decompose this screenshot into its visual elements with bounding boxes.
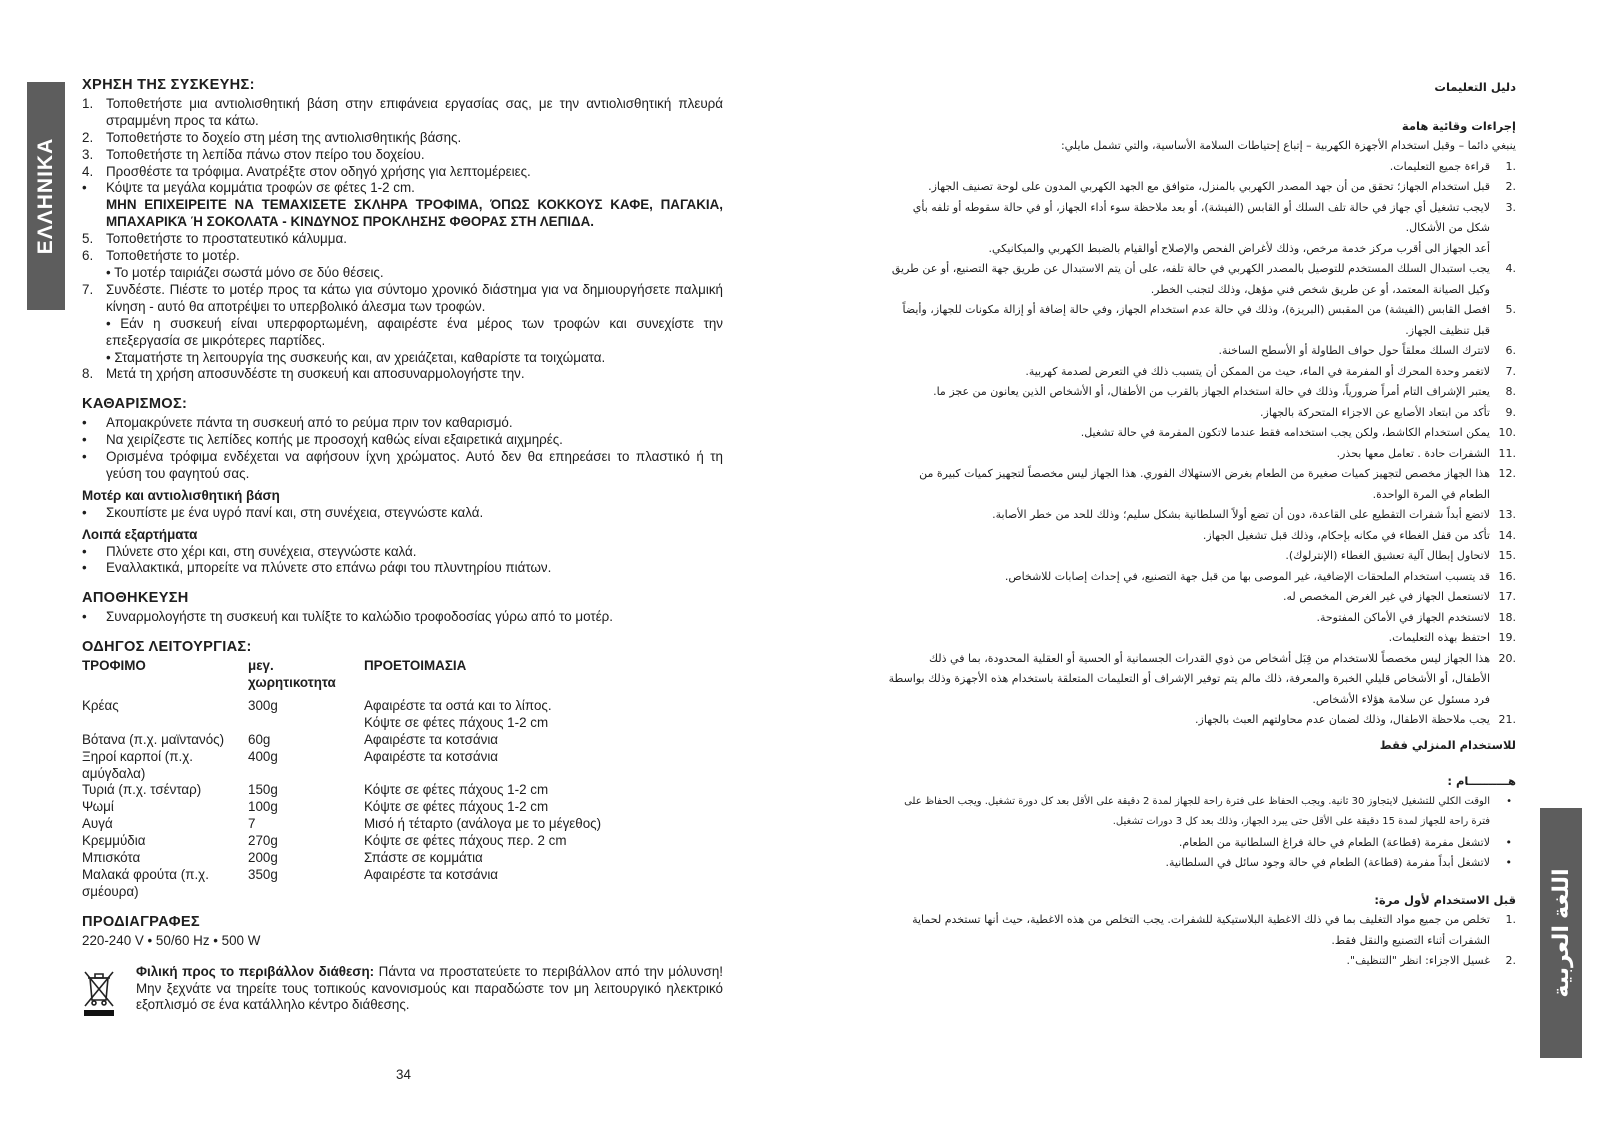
list-item: • Συναρμολογήστε τη συσκευή και τυλίξτε το καλώδιο τροφοδοσίας γύρω από το μοτέρ. — [82, 609, 613, 625]
storage-title: ΑΠΟΘΗΚΕΥΣΗ — [82, 590, 189, 607]
specs-text: 220-240 V • 50/60 Hz • 500 W — [82, 932, 261, 948]
list-item: .5 افصل القابس (الفيشة) من المقبس (البريزة)، وذلك في حالة عدم استخدام الجهاز، وفي حالة إضافة أو إزالة مكونات للجهاز، وأيضاً قبل تنظيف الجهاز. — [902, 303, 1516, 337]
first-use-title: قبل الاستخدام لأول مرة: — [1374, 892, 1516, 907]
safety-intro: ينبغي دائما – وقبل استخدام الأجهزة الكهربية – إتباع إحتياطات السلامة الأساسية، والتي تشمل مايلي: — [1060, 139, 1516, 152]
table-row: Κρεμμύδια 270g Κόψτε σε φέτες πάχους περ. 2 cm — [82, 833, 567, 849]
table-row: Βότανα (π.χ. μαϊντανός) 60g Αφαιρέστε τα κοτσάνια — [82, 731, 499, 747]
list-item: .14 تأكد من قفل الغطاء في مكانه بإحكام، وذلك قبل تشغيل الجهاز. — [1202, 528, 1516, 542]
list-item: .4 يجب استبدال السلك المستخدم للتوصيل بالمصدر الكهربي في حالة تلفه، على أن يتم الاستبدال عن طريق جهة التصنيع، أو عن طريق وكيل الصيانة المعتمد، أو عن طريق شخص فني مؤهل، وذلك لتجنب الخطر. — [891, 262, 1516, 296]
list-item: • Εναλλακτικά, μπορείτε να πλύνετε στο επάνω ράφι του πλυντηρίου πιάτων. — [82, 560, 552, 576]
list-item: 4. Προσθέστε τα τρόφιμα. Ανατρέξτε στον οδηγό χρήσης για λεπτομέρειες. — [82, 163, 531, 179]
table-header-row: ΤΡΟΦΙΜΟ μεγ. χωρητικοτητα ΠΡΟΕΤΟΙΜΑΣΙΑ — [82, 658, 467, 690]
list-item: 5. Τοποθετήστε το προστατευτικό κάλυμμα. — [82, 231, 347, 247]
list-item: • Να χειρίζεστε τις λεπίδες κοπής με προσοχή καθώς είναι εξαιρετικά αιχμηρές. — [82, 432, 563, 448]
list-item: .1 قراءة جميع التعليمات. — [1389, 159, 1516, 173]
blade-warning: ΜΗΝ ΕΠΙΧΕΙΡΕΙΤΕ ΝΑ ΤΕΜΑΧΙΣΕΤΕ ΣΚΛΗΡΑ ΤΡΟΦΙΜΑ, ΌΠΩΣ ΚΟΚΚΟΥΣ ΚΑΦΕ, ΠΑΓΑΚΙΑ, ΜΠΑΧΑΡΙΚΆ Ή ΣΟΚΟΛΑΤΑ - ΚΙΝΔΥΝΟΣ ΠΡΟΚΛΗΣΗΣ ΦΘΟΡΑΣ ΣΤΗ ΛΕΠΙΔΑ. — [106, 197, 723, 230]
list-item: .16 قد يتسبب استخدام الملحقات الإضافية، غير الموصى بها من قبل جهة التصنيع، في إحداث إصابات للاشخاص. — [1004, 569, 1516, 583]
cleaning-list — [82, 415, 723, 483]
home-use-note: للاستخدام المنزلي فقط — [1379, 737, 1516, 752]
list-item: .2 غسيل الاجزاء: انظر "التنظيف". — [1346, 954, 1516, 967]
table-row: Ξηροί καρποί (π.χ. αμύγδαλα) 400g Αφαιρέστε τα κοτσάνια — [82, 748, 499, 781]
guide-title: ΟΔΗΓΟΣ ΛΕΙΤΟΥΡΓΙΑΣ: — [82, 639, 252, 656]
list-item: 1. Τοποθετήστε μια αντιολισθητική βάση στην επιφάνεια εργασίας σας, με την αντιολισθητική πλευρά στραμμένη προς τα κάτω. — [82, 95, 723, 128]
page-number: 34 — [396, 1067, 411, 1082]
list-item: .19 احتفظ بهذه التعليمات. — [1388, 631, 1516, 644]
crossed-bin-icon — [82, 966, 116, 1018]
list-item: 8. Μετά τη χρήση αποσυνδέστε τη συσκευή και αποσυναρμολογήστε την. — [82, 366, 525, 382]
list-item: 3. Τοποθετήστε τη λεπίδα πάνω στον πείρο του δοχείου. — [82, 146, 425, 162]
list-item: .1 تخلص من جميع مواد التغليف بما في ذلك الاغطية البلاستيكية للشفرات. يجب التخلص من هذه الاغطية، حيث أنها تستخدم لحماية الشفرات أثناء التصنيع والنقل فقط. — [912, 913, 1516, 947]
table-row: Μαλακά φρούτα (π.χ. σμέουρα) 350g Αφαιρέστε τα κοτσάνια — [82, 866, 499, 899]
language-tab-label: اللغة العربية — [1548, 868, 1573, 998]
list-item: .12 هذا الجهاز مخصص لتجهيز كميات صغيرة من الطعام بغرض الاستهلاك الفوري. هذا الجهاز ليس مخصصاً لتجهيز كميات كبيرة من الطعام في المرة الواحدة. — [919, 467, 1516, 501]
greek-column — [82, 77, 723, 1014]
list-item: .13 لاتضع أبداً شفرات التقطيع على القاعدة، دون أن تضع أولاً السلطانية بشكل سليم؛ وذلك للحد من خطر الأصابة. — [992, 508, 1516, 521]
list-item: 7. Συνδέστε. Πιέστε το μοτέρ προς τα κάτω για σύντομο χρονικό διάστημα για να δημιουργήσετε παλμική κίνηση - αυτό θα αποτρέψει το υπερβολικό άλεσμα των τροφών. • Εάν η συσκευή είναι υπερφορτωμένη, αφαιρέστε ένα μέρος των τροφών και συνεχίστε την επεξεργασία σε μικρότερες παρτίδες. • Σταματήστε τη λειτουργία της συσκευής και, αν χρειάζεται, καθαρίστε τα τοιχώματα. — [82, 281, 723, 365]
table-row: Τυριά (π.χ. τσένταρ) 150g Κόψτε σε φέτες πάχους 1-2 cm — [82, 782, 549, 798]
list-item: .11 الشفرات حادة . تعامل معها بحذر. — [1336, 446, 1516, 460]
motor-subtitle: Μοτέρ και αντιολισθητική βάση — [82, 487, 280, 503]
list-item: • Ορισμένα τρόφιμα ενδέχεται να αφήσουν ίχνη χρώματος. Αυτό δεν θα επηρεάσει το πλαστικό ή τη γεύση του φαγητού σας. — [82, 449, 723, 481]
table-row: Μπισκότα 200g Σπάστε σε κομμάτια — [82, 850, 483, 866]
list-item: • Κόψτε τα μεγάλα κομμάτια τροφών σε φέτες 1-2 cm. ΜΗΝ ΕΠΙΧΕΙΡΕΙΤΕ ΝΑ ΤΕΜΑΧΙΣΕΤΕ ΣΚΛΗΡΑ ΤΡΟΦΙΜΑ, ΌΠΩΣ ΚΟΚΚΟΥΣ ΚΑΦΕ, ΠΑΓΑΚΙΑ, ΜΠΑΧΑΡΙΚΆ Ή ΣΟΚΟΛΑΤΑ - ΚΙΝΔΥΝΟΣ ΠΡΟΚΛΗΣΗΣ ΦΘΟΡΑΣ ΣΤΗ ΛΕΠΙΔΑ. — [82, 180, 723, 230]
language-tab-greek — [27, 82, 65, 310]
list-item: .3 لايجب تشغيل أي جهاز في حالة تلف السلك أو القابس (الفيشة)، أو بعد ملاحظة سوء أداء الجهاز، أو في حالة سقوطه أو تلفه بأي شكل من الأشكال. أعد الجهاز الى أقرب مركز خدمة مرخص، وذلك لأغراض الفحص والإصلاح أوالقيام بالضبط الكهربي والميكانيكي. — [912, 200, 1516, 255]
list-item: .20 هذا الجهاز ليس مخصصاً للاستخدام من قِبَل أشخاص من ذوي القدرات الجسمانية أو الحسية أو العقلية المحدودة، بما في ذلك الأطفال، أو الأشخاص قليلي الخبرة والمعرفة، ذلك مالم يتم توفير الإشراف أو التعليمات المتعلقة باستخدام هذه الأجهزة وذلك بواسطة فرد مسئول عن سلامة هؤلاء الأشخاص. — [888, 651, 1516, 706]
usage-steps — [82, 96, 723, 383]
list-item: 2. Τοποθετήστε το δοχείο στη μέση της αντιολισθητικής βάσης. — [82, 129, 462, 145]
safety-title: إجراءات وقائية هامة — [1401, 118, 1516, 133]
language-tab-label: ΕΛΛΗΝΙΚΑ — [34, 137, 57, 255]
manual-title: دليل التعليمات — [1434, 80, 1516, 94]
list-item: .21 يجب ملاحظة الاطفال، وذلك لضمان عدم محاولتهم العبث بالجهاز. — [1195, 713, 1516, 726]
list-item: • لاتشغل مفرمة (قطاعة) الطعام في حالة فراغ السلطانية من الطعام. — [888, 833, 1516, 854]
list-item: .8 يعتبر الإشراف التام أمراً ضرورياً، وذلك في حالة استخدام الجهاز بالقرب من الأطفال، أو الأشخاص الذين يعانون من عجز ما. — [933, 385, 1516, 398]
list-item: .6 لاتترك السلك معلقاً حول حواف الطاولة أو الأسطح الساخنة. — [1218, 344, 1516, 357]
usage-title: ΧΡΗΣΗ ΤΗΣ ΣΥΣΚΕΥΗΣ: — [82, 77, 255, 93]
list-item: .9 تأكد من ابتعاد الأصابع عن الاجزاء المتحركة بالجهاز. — [1260, 405, 1516, 419]
list-item: • Πλύνετε στο χέρι και, στη συνέχεια, στεγνώστε καλά. — [82, 543, 417, 559]
other-parts-subtitle: Λοιπά εξαρτήματα — [82, 526, 198, 542]
list-item: .17 لاتستعمل الجهاز في غير الغرض المخصص له. — [1283, 590, 1516, 603]
list-item: 6. Τοποθετήστε το μοτέρ. • Το μοτέρ ταιριάζει σωστά μόνο σε δύο θέσεις. — [82, 248, 384, 280]
list-item: .18 لاتستخدم الجهاز في الأماكن المفتوحة. — [1316, 610, 1516, 624]
list-item: • الوقت الكلي للتشغيل لايتجاوز 30 ثانية. ويجب الحفاظ على فترة راحة للجهاز لمدة 2 دقيقة على الأقل بعد كل دورة تشغيل. ويجب الحفاظ على فترة راحة للجهاز لمدة 15 دقيقة على الأقل حتى يبرد الجهاز، وذلك بعد كل 3 دورات تشغيل. — [888, 792, 1516, 833]
list-item: .10 يمكن استخدام الكاشط، ولكن يجب استخدامه فقط عندما لاتكون المفرمة في حالة تشغيل. — [1080, 426, 1516, 439]
specs-title: ΠΡΟΔΙΑΓΡΑΦΕΣ — [82, 913, 200, 930]
list-item: • Σκουπίστε με ένα υγρό πανί και, στη συνέχεια, στεγνώστε καλά. — [82, 504, 484, 520]
cleaning-title: ΚΑΘΑΡΙΣΜΟΣ: — [82, 396, 188, 413]
list-item: • لاتشغل أبداً مفرمة (قطاعة) الطعام في حالة وجود سائل في السلطانية. — [888, 853, 1516, 874]
list-item: .2 قبل استخدام الجهاز؛ تحقق من أن جهد المصدر الكهربي بالمنزل، متوافق مع الجهد الكهربي المدون على لوحة تصنيف الجهاز. — [928, 180, 1516, 193]
operating-guide-table — [82, 658, 642, 901]
table-row: Ψωμί 100g Κόψτε σε φέτες πάχους 1-2 cm — [82, 799, 549, 815]
list-item: • Απομακρύνετε πάντα τη συσκευή από το ρεύμα πριν τον καθαρισμό. — [82, 415, 513, 431]
list-item: .7 لاتغمر وحدة المحرك أو المفرمة في الماء، حيث من الممكن أن يتسبب ذلك في التعرض لصدمة كهربية. — [1025, 364, 1516, 378]
table-row: Κρέας 300g Αφαιρέστε τα οστά και το λίπος. Κόψτε σε φέτες πάχους 1-2 cm — [82, 697, 552, 730]
important-title: هــــــــــام : — [1447, 774, 1516, 788]
arabic-column — [888, 77, 1516, 972]
table-row: Αυγά 7 Μισό ή τέταρτο (ανάλογα με το μέγεθος) — [82, 816, 602, 832]
list-item: .15 لاتحاول إبطال آلية تعشيق الغطاء (الإنترلوك). — [1285, 549, 1516, 562]
eco-disposal-note: Φιλική προς το περιβάλλον διάθεση: Πάντα να προστατεύετε το περιβάλλον από την μόλυνση! Μην ξεχνάτε να τηρείτε τους τοπικούς κανονισμούς και παραδώστε τον μη λειτουργικό ηλεκτρικό εξοπλισμό σε ένα κατάλληλο κέντρο διάθεσης. — [82, 964, 723, 1015]
language-tab-arabic — [1540, 808, 1582, 1058]
